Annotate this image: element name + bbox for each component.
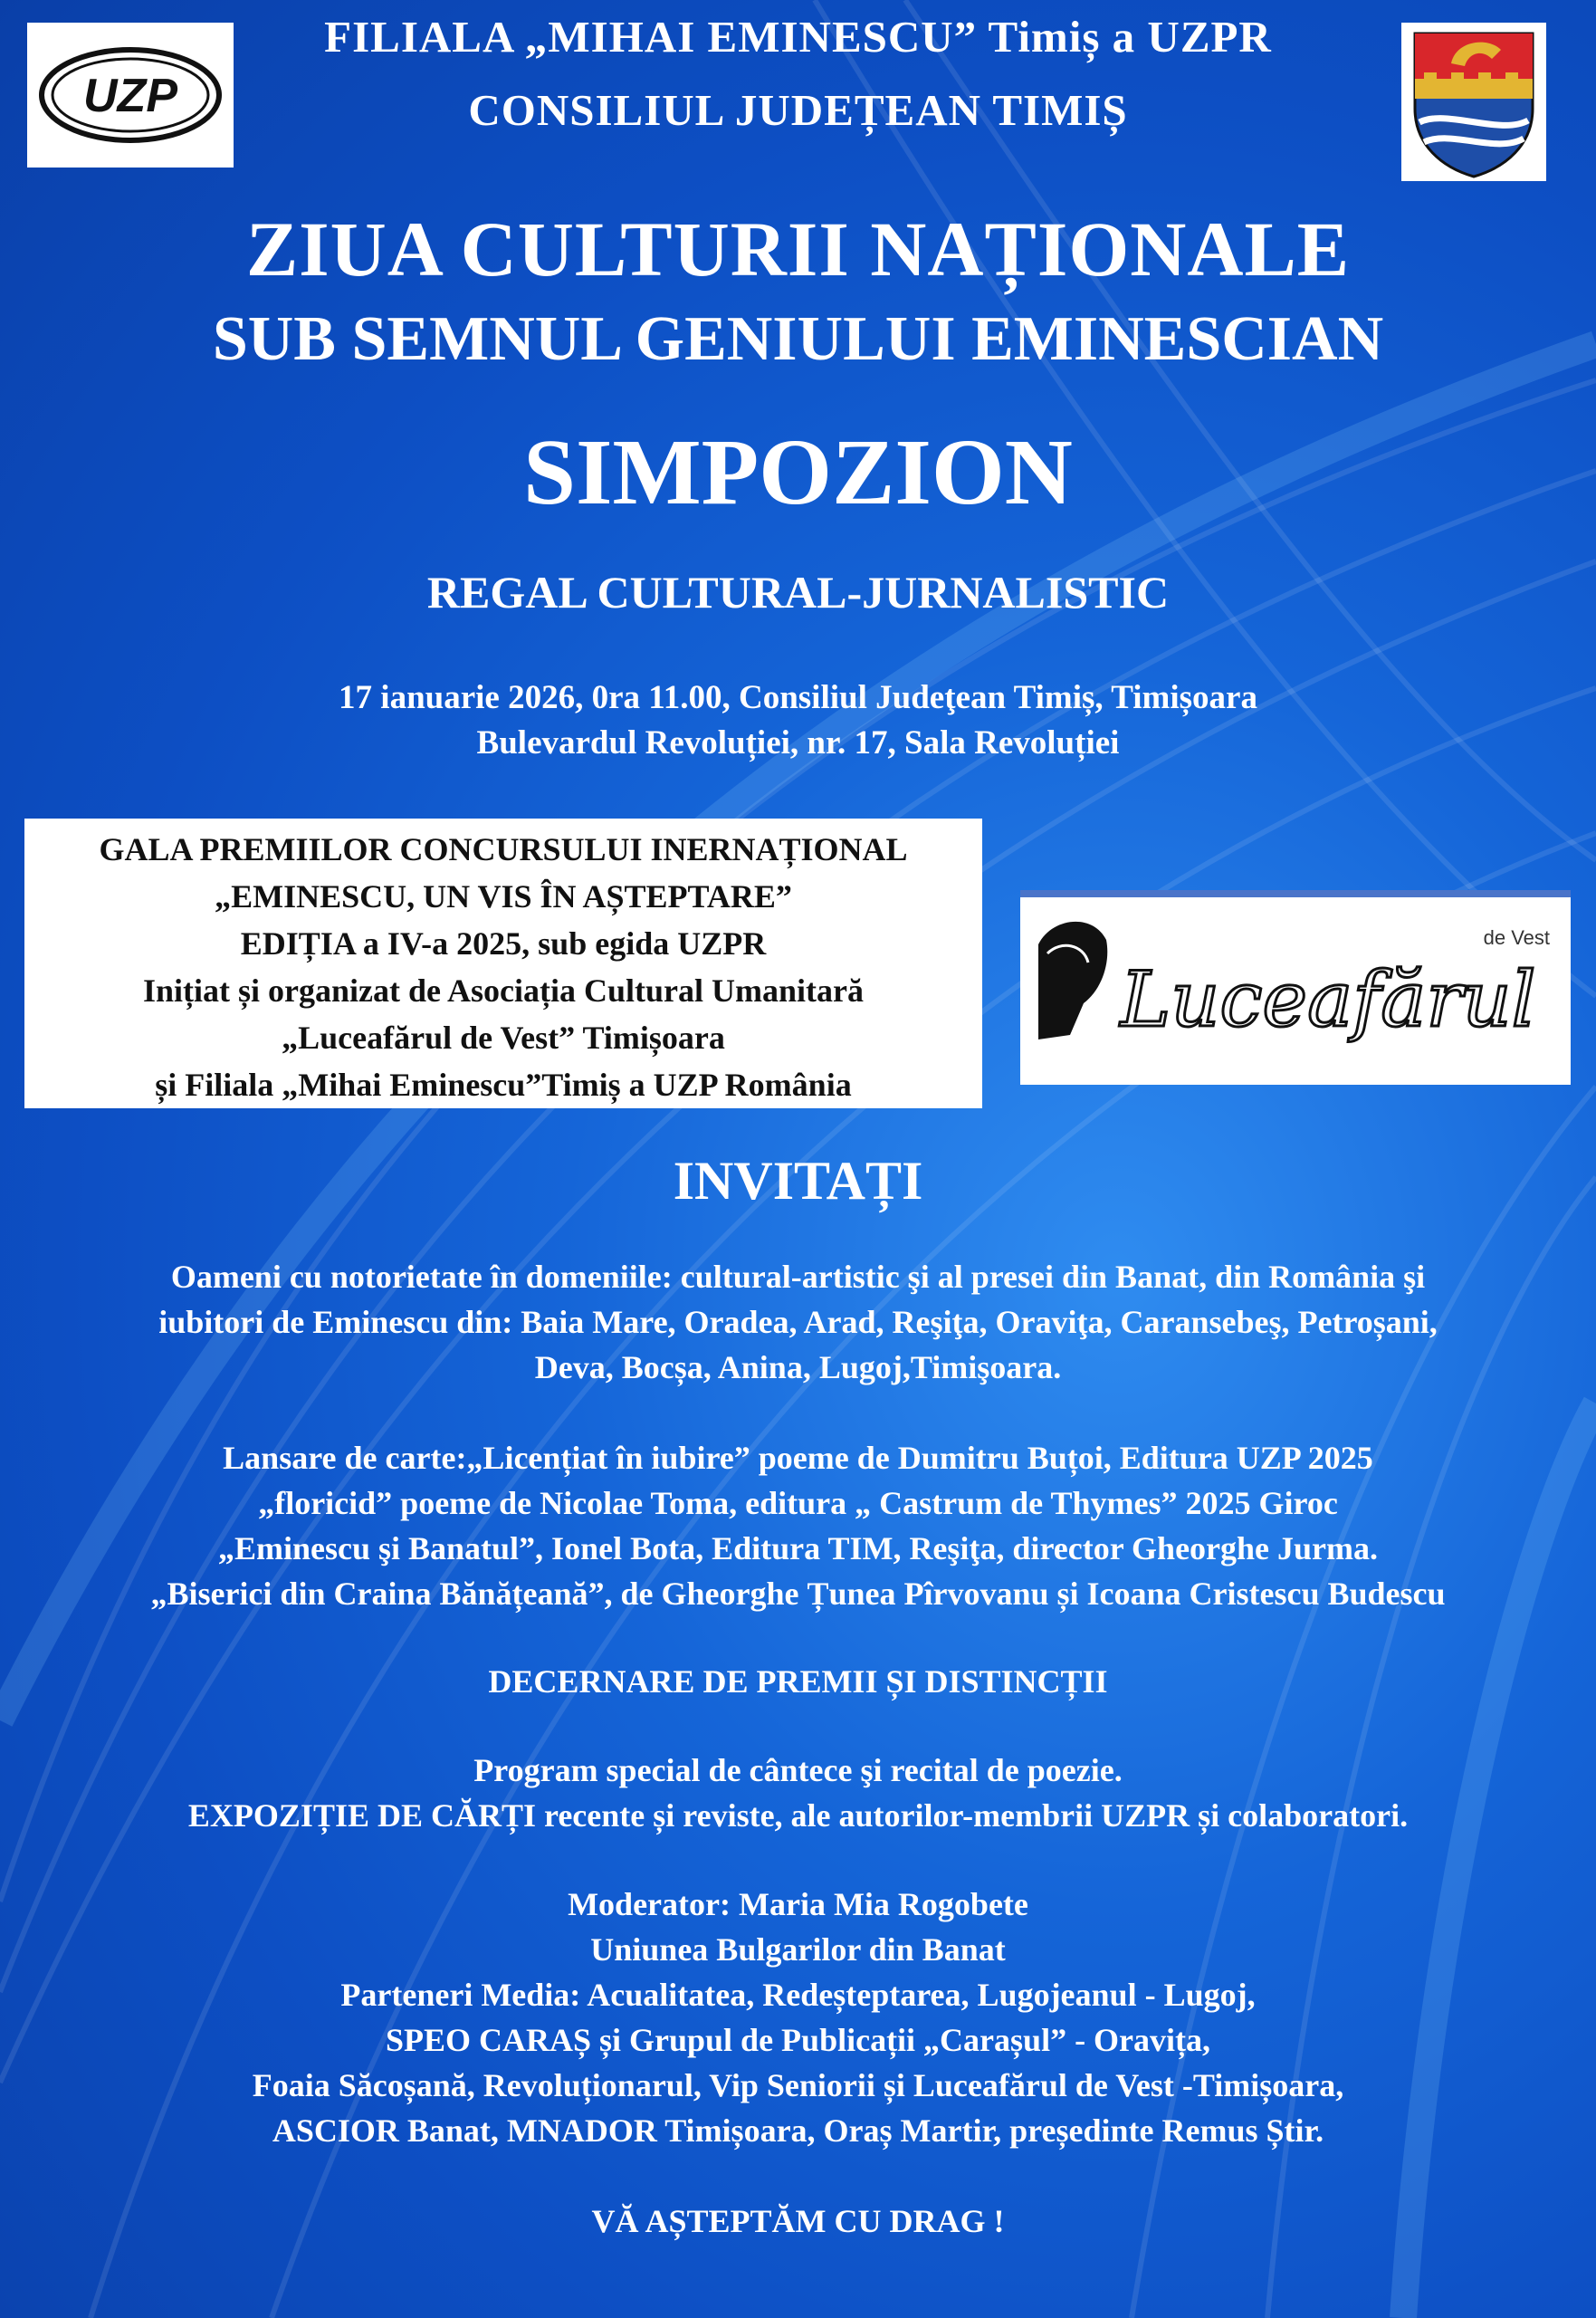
lansare-line: Lansare de carte:„Licențiat în iubire” poeme de Dumitru Buțoi, Editura UZP 2025 (223, 1440, 1373, 1476)
moderator-line: Moderator: Maria Mia Rogobete (568, 1886, 1028, 1922)
moderator-line: ASCIOR Banat, MNADOR Timișoara, Oraș Martir, președinte Remus Știr. (272, 2112, 1324, 2149)
lansare-line: „floricid” poeme de Nicolae Toma, editura „ Castrum de Thymes” 2025 Giroc (258, 1485, 1338, 1521)
gala-line: „Luceafărul de Vest” Timișoara (282, 1020, 725, 1056)
program-line: Program special de cântece şi recital de poezie. (473, 1752, 1123, 1788)
lansare-line: „Eminescu şi Banatul”, Ionel Bota, Editura TIM, Reşiţa, director Gheorghe Jurma. (217, 1530, 1379, 1566)
header-line-1: FILIALA „MIHAI EMINESCU” Timiș a UZPR (324, 12, 1272, 62)
program-line: EXPOZIȚIE DE CĂRȚI recente și reviste, ale autorilor-membrii UZPR și colaboratori. (187, 1797, 1409, 1834)
header-line-2: CONSILIUL JUDEȚEAN TIMIȘ (468, 85, 1128, 135)
subtitle: SUB SEMNUL GENIULUI EMINESCIAN (212, 304, 1384, 374)
decernare-line: DECERNARE DE PREMII ȘI DISTINCȚII (488, 1663, 1108, 1700)
regal-subtitle: REGAL CULTURAL-JURNALISTIC (426, 567, 1170, 618)
invitati-heading: INVITAȚI (673, 1151, 923, 1211)
closing-line: VĂ AȘTEPTĂM CU DRAG ! (591, 2203, 1005, 2239)
simpozion-title: SIMPOZION (523, 420, 1073, 524)
luceafarul-logo (1020, 890, 1571, 1085)
gala-line: GALA PREMIILOR CONCURSULUI INERNAȚIONAL (99, 831, 908, 867)
svg-text:UZP: UZP (83, 70, 177, 122)
invitati-line: iubitori de Eminescu din: Baia Mare, Oradea, Arad, Reşiţa, Oraviţa, Caransebeş, Petroșani, (158, 1304, 1438, 1340)
invitati-line: Deva, Bocșa, Anina, Lugoj,Timişoara. (534, 1349, 1062, 1385)
eminescu-portrait-icon (1038, 922, 1107, 1039)
moderator-line: Foaia Săcoșană, Revoluționarul, Vip Seniorii și Luceafărul de Vest -Timișoara, (252, 2067, 1344, 2103)
moderator-line: Uniunea Bulgarilor din Banat (590, 1931, 1006, 1968)
lansare-line: „Biserici din Craina Bănățeană”, de Gheorghe Țunea Pîrvovanu și Icoana Cristescu Budescu (150, 1576, 1446, 1612)
moderator-line: Parteneri Media: Acualitatea, Redeșteptarea, Lugojeanul - Lugoj, (340, 1977, 1256, 2013)
gala-line: EDIȚIA a IV-a 2025, sub egida UZPR (240, 925, 767, 962)
svg-text:de Vest: de Vest (1483, 926, 1550, 949)
invitati-line: Oameni cu notorietate în domeniile: cultural-artistic şi al presei din Banat, din România şi (170, 1259, 1426, 1295)
moderator-line: SPEO CARAȘ și Grupul de Publicații „Carașul” - Oravița, (385, 2022, 1211, 2058)
gala-box (24, 819, 982, 1108)
gala-line: și Filiala „Mihai Eminescu”Timiș a UZP România (155, 1067, 852, 1103)
gala-line: „EMINESCU, UN VIS ÎN AȘTEPTARE” (215, 878, 792, 915)
svg-text:Luceafărul: Luceafărul (1120, 955, 1536, 1044)
gala-line: Inițiat și organizat de Asociația Cultural Umanitară (143, 972, 864, 1009)
event-date-line: 17 ianuarie 2026, 0ra 11.00, Consiliul Judeţean Timiș, Timișoara (339, 679, 1257, 716)
main-title: ZIUA CULTURII NAȚIONALE (245, 206, 1351, 292)
event-address-line: Bulevardul Revoluției, nr. 17, Sala Revoluției (476, 724, 1120, 761)
